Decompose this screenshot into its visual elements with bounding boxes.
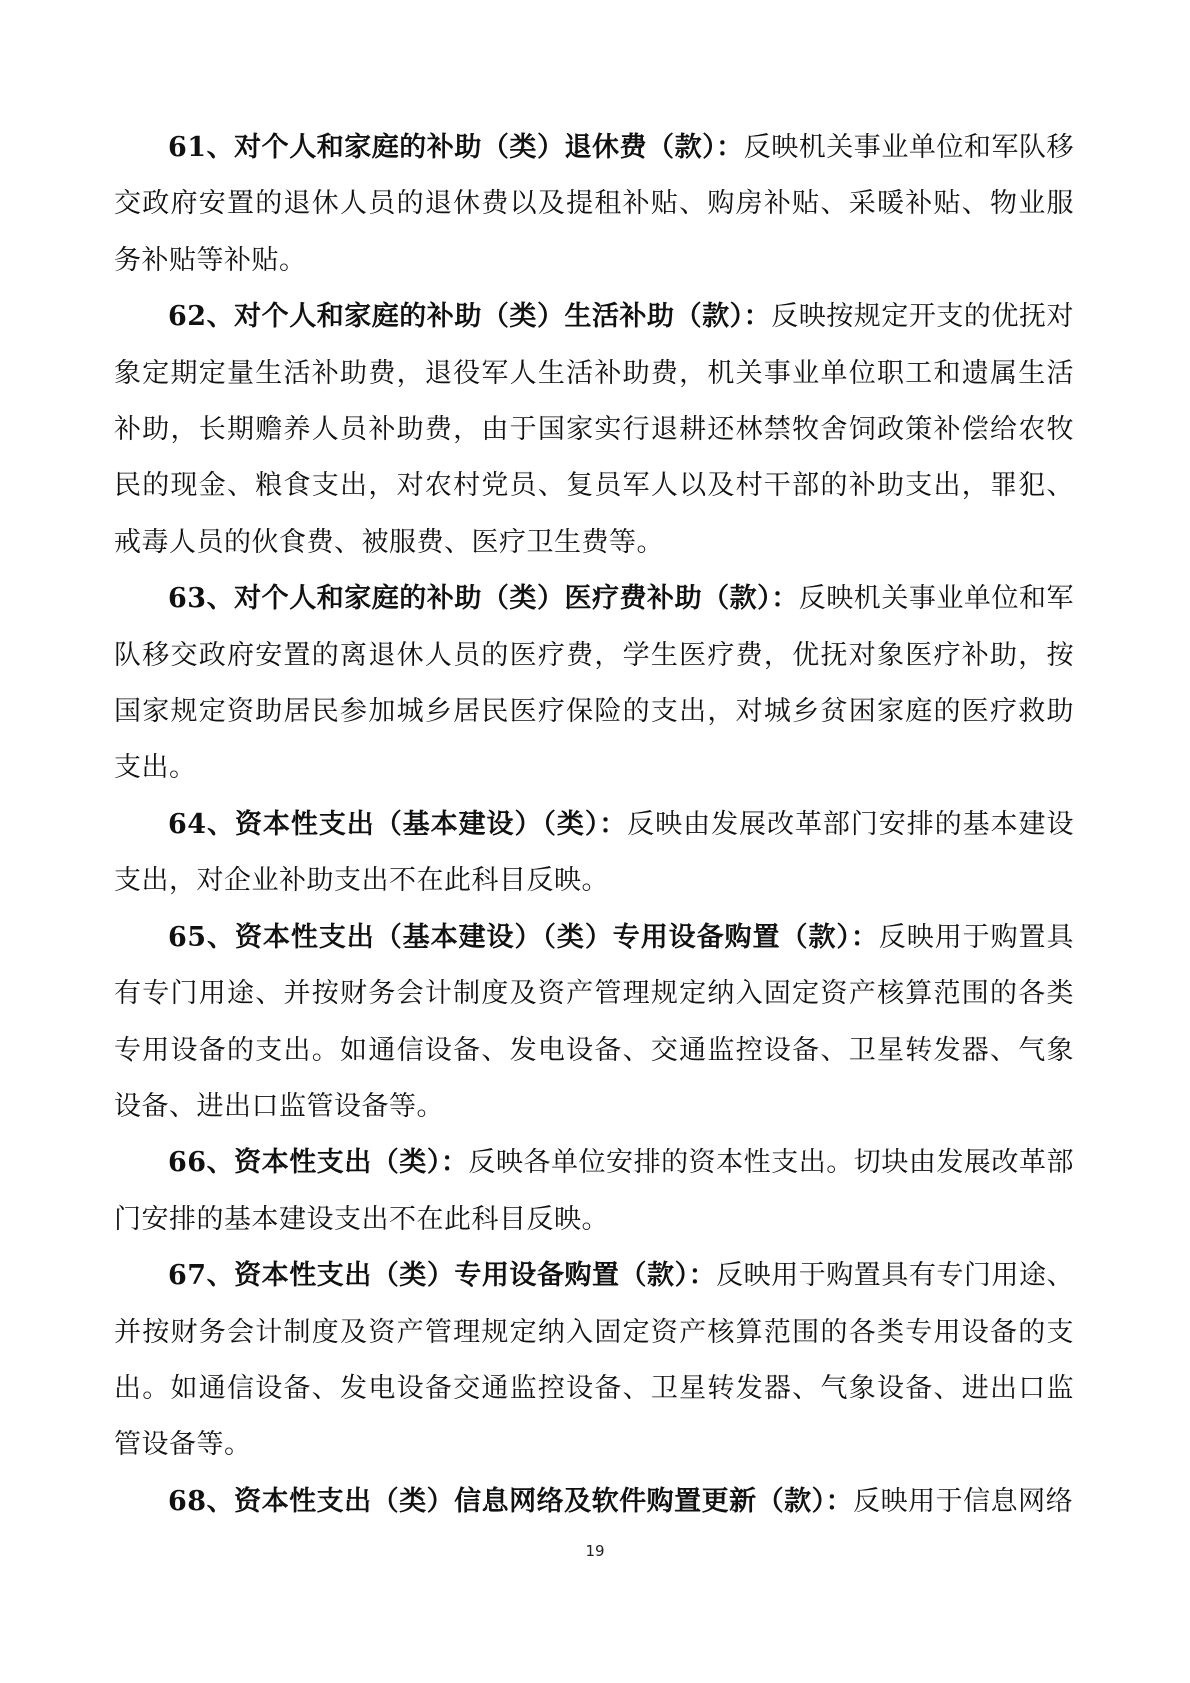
entry-description: 反映按规定开支的优抚对象定期定量生活补助费，退役军人生活补助费，机关事业单位职工和遗属生活补助，长期赡养人员补助费，由于国家实行退耕还林禁牧舍饲政策补偿给农牧民的现金、粮食支出，对农村党员、复员军人以及村干部的补助支出，罪犯、戒毒人员的伙食费、被服费、医疗卫生费等。 xyxy=(114,301,1075,558)
entry-description: 反映用于购置具有专门用途、并按财务会计制度及资产管理规定纳入固定资产核算范围的各类专用设备的支出。如通信设备、发电设备交通监控设备、卫星转发器、气象设备、进出口监管设备等。 xyxy=(114,1260,1075,1461)
entry-term: 63、对个人和家庭的补助（类）医疗费补助（款）： xyxy=(168,583,799,615)
entry-term: 64、资本性支出（基本建设）（类）： xyxy=(168,808,628,840)
entry-term: 66、资本性支出（类）： xyxy=(168,1147,469,1179)
entry-description: 反映由发展改革部门安排的基本建设支出，对企业补助支出不在此科目反映。 xyxy=(114,808,1074,897)
entry-term: 68、资本性支出（类）信息网络及软件购置更新（款）： xyxy=(168,1485,854,1517)
entry-description: 反映机关事业单位和军队移交政府安置的离退休人员的医疗费，学生医疗费，优抚对象医疗补助，按国家规定资助居民参加城乡居民医疗保险的支出，对城乡贫困家庭的医疗救助支出。 xyxy=(114,583,1075,784)
entry-description: 反映用于购置具有专门用途、并按财务会计制度及资产管理规定纳入固定资产核算范围的各类专用设备的支出。如通信设备、发电设备、交通监控设备、卫星转发器、气象设备、进出口监管设备等。 xyxy=(114,921,1075,1122)
entry-62 xyxy=(114,289,1074,571)
entry-65 xyxy=(114,910,1074,1136)
entry-description: 反映用于信息网络 xyxy=(853,1485,1074,1517)
entry-66 xyxy=(114,1135,1074,1248)
entry-64 xyxy=(114,797,1074,910)
entry-67 xyxy=(114,1248,1074,1474)
entry-term: 67、资本性支出（类）专用设备购置（款）： xyxy=(168,1260,717,1292)
entry-68 xyxy=(114,1474,1074,1530)
entry-63 xyxy=(114,571,1074,797)
page-number: 19 xyxy=(585,1542,605,1560)
document-body xyxy=(114,120,1074,1530)
entry-description: 反映各单位安排的资本性支出。切块由发展改革部门安排的基本建设支出不在此科目反映。 xyxy=(114,1147,1074,1235)
entry-term: 65、资本性支出（基本建设）（类）专用设备购置（款）： xyxy=(168,921,879,953)
entry-term: 61、对个人和家庭的补助（类）退休费（款）： xyxy=(168,132,744,163)
entry-description: 反映机关事业单位和军队移交政府安置的退休人员的退休费以及提租补贴、购房补贴、采暖补贴、物业服务补贴等补贴。 xyxy=(114,132,1075,276)
entry-61 xyxy=(114,120,1074,289)
entry-term: 62、对个人和家庭的补助（类）生活补助（款）： xyxy=(168,301,772,333)
